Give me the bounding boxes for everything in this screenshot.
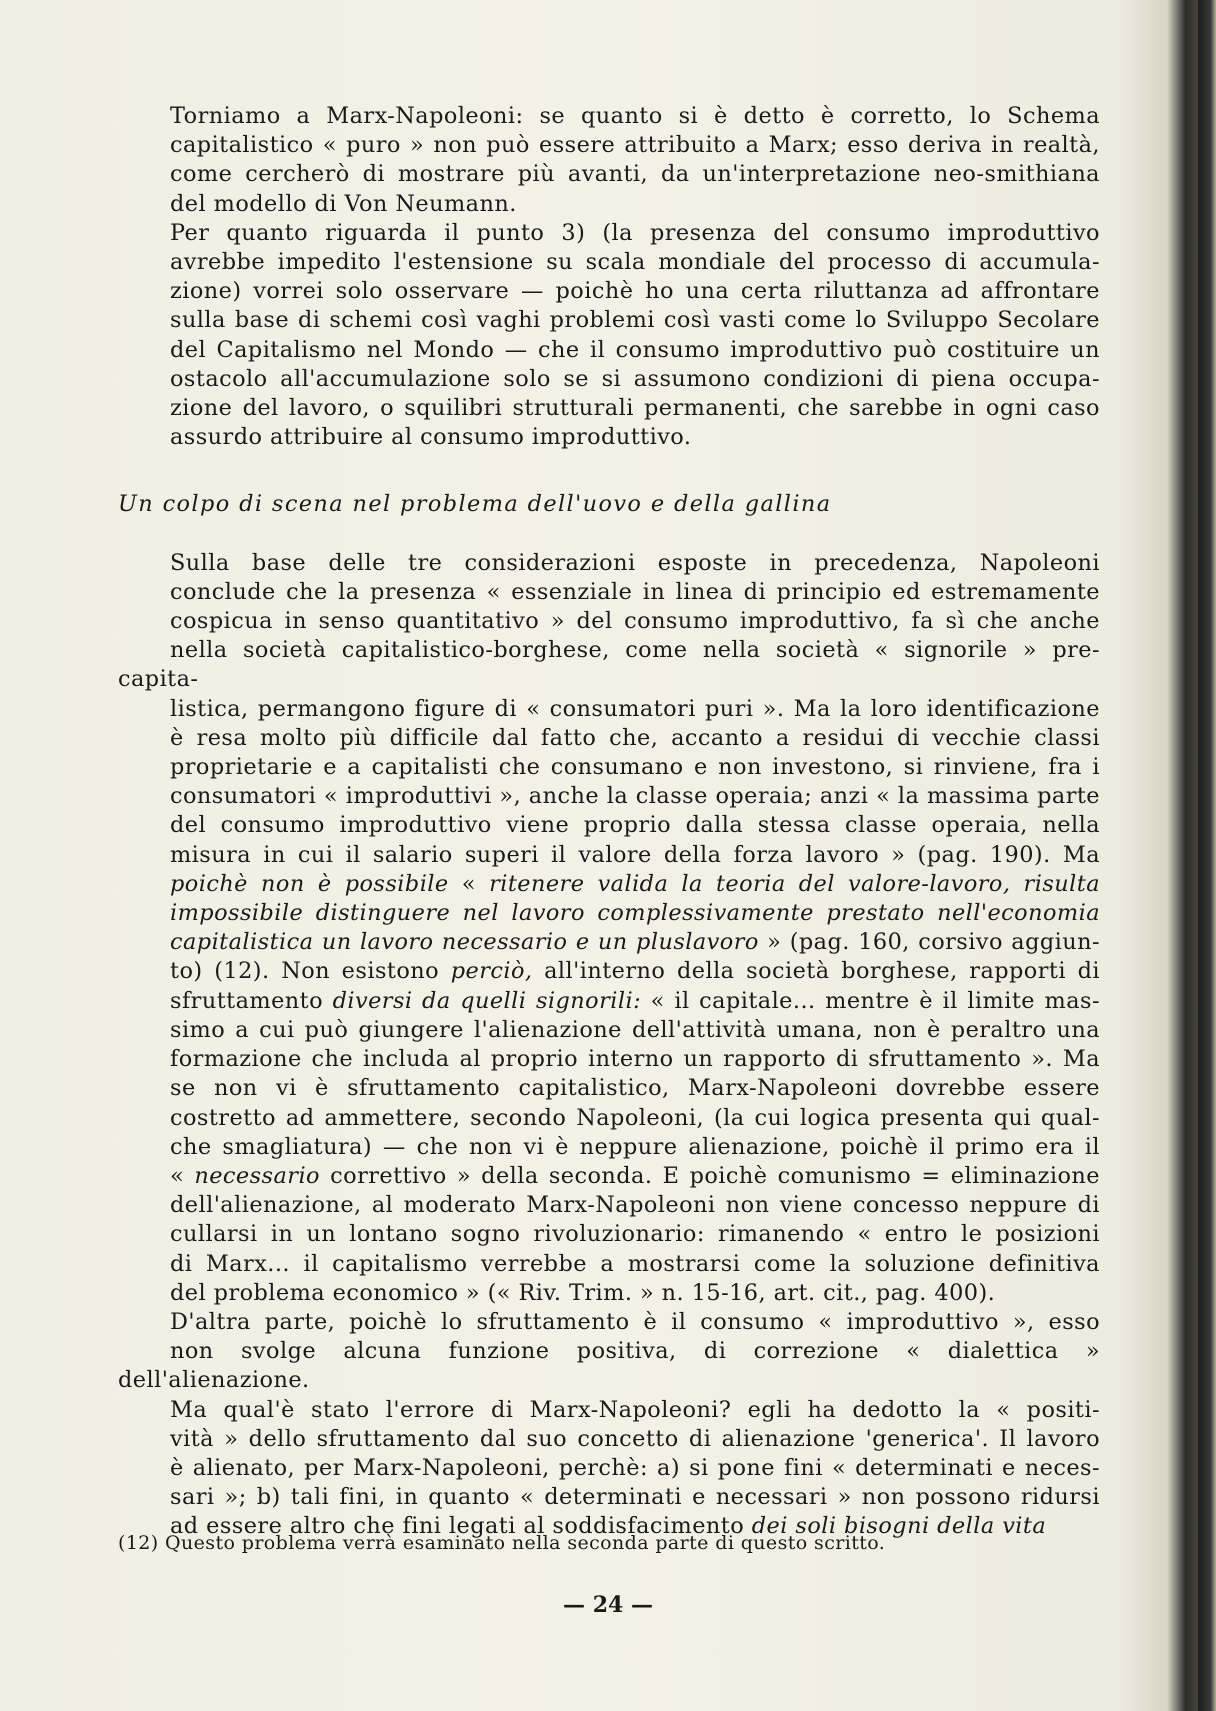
text-run: sari »; b) tali fini, in quanto « determinati e necessari » non possono ridursi (170, 1484, 1100, 1511)
italic-text: ritenere valida la teoria del valore-lavoro, risulta (489, 870, 1100, 897)
text-line: capitalistico « puro » non può essere attribuito a Marx; esso deriva in realtà, (170, 132, 1100, 159)
text-run: conclude che la presenza « essenziale in linea di principio ed estremamente (170, 578, 1100, 605)
text-line (118, 695, 1100, 724)
text-line (118, 1162, 1100, 1191)
text-line (118, 1396, 1100, 1425)
text-line (118, 1045, 1100, 1074)
text-run: formazione che includa al proprio interno un rapporto di sfruttamento ». Ma (170, 1046, 1100, 1073)
text-run: costretto ad ammettere, secondo Napoleoni, (la cui logica presenta qui qual- (170, 1104, 1100, 1131)
text-line (118, 753, 1100, 782)
text-run: misura in cui il salario superi il valore della forza lavoro » (pag. 190). Ma (170, 841, 1100, 868)
text-line: zione) vorrei solo osservare — poichè ho una certa riluttanza ad affrontare (170, 278, 1100, 305)
text-run: correttivo » della seconda. E poichè comunismo = eliminazione (319, 1162, 1101, 1189)
text-line (118, 987, 1100, 1016)
section-heading: Un colpo di scena nel problema dell'uovo e della gallina (118, 491, 832, 518)
footnote: (12) Questo problema verrà esaminato nella seconda parte di questo scritto. (118, 1532, 886, 1554)
text-line (118, 811, 1100, 840)
text-line (118, 607, 1100, 636)
page-number: — 24 — (563, 1592, 653, 1618)
paragraph-1 (118, 102, 1100, 219)
text-line (118, 782, 1100, 811)
text-line (118, 636, 1100, 694)
text-line (118, 1220, 1100, 1249)
italic-text: perciò, (450, 958, 533, 985)
text-line: ostacolo all'accumulazione solo se si assumono condizioni di piena occupa- (170, 365, 1100, 392)
text-line: Per quanto riguarda il punto 3) (la presenza del consumo improduttivo (170, 219, 1100, 246)
text-line (118, 870, 1100, 899)
text-run: del problema economico » (« Riv. Trim. » n. 15-16, art. cit., pag. 400). (170, 1279, 996, 1306)
text-line: come cercherò di mostrare più avanti, da un'interpretazione neo-smithiana (170, 161, 1100, 188)
text-line (118, 841, 1100, 870)
body-text (118, 102, 1100, 1542)
text-line: avrebbe impedito l'estensione su scala mondiale del processo di accumula- (170, 249, 1100, 276)
text-line: D'altra parte, poichè lo sfruttamento è il consumo « improduttivo », esso (170, 1308, 1100, 1335)
text-line (118, 549, 1100, 578)
text-run: « (170, 1162, 195, 1189)
text-line (118, 1454, 1100, 1483)
paragraph-5 (118, 1396, 1100, 1542)
text-run: simo a cui può giungere l'alienazione dell'attività umana, non è peraltro una (170, 1016, 1100, 1043)
text-run: è alienato, per Marx-Napoleoni, perchè: a) si pone fini « determinati e neces- (170, 1454, 1100, 1481)
text-run: listica, permangono figure di « consumatori puri ». Ma la loro identificazione (170, 695, 1100, 722)
text-line (118, 1191, 1100, 1220)
italic-text: necessario (194, 1162, 320, 1189)
paragraph-2 (118, 219, 1100, 453)
paragraph-3 (118, 549, 1100, 1308)
text-line (118, 1250, 1100, 1279)
italic-text: impossibile distinguere nel lavoro complessivamente prestato nell'economia (170, 900, 1100, 927)
text-line (118, 957, 1100, 986)
paragraph-4 (118, 1308, 1100, 1396)
text-line (118, 578, 1100, 607)
italic-text: diversi da quelli signorili: (332, 987, 642, 1014)
text-run: se non vi è sfruttamento capitalistico, Marx-Napoleoni dovrebbe essere (170, 1075, 1100, 1102)
text-line: del modello di Von Neumann. (170, 190, 517, 217)
text-line: assurdo attribuire al consumo improduttivo. (170, 424, 692, 451)
text-line (118, 1483, 1100, 1512)
text-line: del Capitalismo nel Mondo — che il consumo improduttivo può costituire un (170, 336, 1100, 363)
text-run: » (pag. 160, corsivo aggiun- (758, 929, 1100, 956)
text-run: cospicua in senso quantitativo » del consumo improduttivo, fa sì che anche (170, 608, 1100, 635)
text-run: dell'alienazione, al moderato Marx-Napoleoni non viene concesso neppure di (170, 1192, 1100, 1219)
text-run: ad essere altro che fini legati al soddisfacimento (170, 1513, 752, 1540)
text-run: « (448, 870, 490, 897)
text-run: Sulla base delle tre considerazioni esposte in precedenza, Napoleoni (170, 549, 1100, 576)
text-run: nella società capitalistico-borghese, come nella società « signorile » pre-capita- (118, 637, 1100, 693)
text-run: che smagliatura) — che non vi è neppure alienazione, poichè il primo era il (170, 1133, 1100, 1160)
text-run: consumatori « improduttivi », anche la classe operaia; anzi « la massima parte (170, 783, 1100, 810)
text-line (118, 1074, 1100, 1103)
text-line (118, 1279, 1100, 1308)
text-run: cullarsi in un lontano sogno rivoluzionario: rimanendo « entro le posizioni (170, 1221, 1100, 1248)
text-line: zione del lavoro, o squilibri strutturali permanenti, che sarebbe in ogni caso (170, 395, 1100, 422)
text-line: non svolge alcuna funzione positiva, di correzione « dialettica » dell'alienazione. (118, 1338, 1100, 1394)
text-line (118, 1016, 1100, 1045)
text-run: è resa molto più difficile dal fatto che, accanto a residui di vecchie classi (170, 724, 1100, 751)
text-run: « il capitale... mentre è il limite mas- (641, 987, 1100, 1014)
text-run: to) (12). Non esistono (170, 958, 451, 985)
text-run: di Marx... il capitalismo verrebbe a mostrarsi come la soluzione definitiva (170, 1250, 1100, 1277)
text-run: Ma qual'è stato l'errore di Marx-Napoleoni? egli ha dedotto la « positi- (170, 1396, 1100, 1423)
text-line (118, 1104, 1100, 1133)
italic-text: dei soli bisogni della vita (751, 1513, 1047, 1540)
text-line (118, 724, 1100, 753)
text-run: proprietarie e a capitalisti che consumano e non investono, si rinviene, fra i (170, 754, 1100, 781)
scan-edge-shadow (1198, 0, 1216, 1711)
text-line (118, 899, 1100, 928)
text-line: Torniamo a Marx-Napoleoni: se quanto si è detto è corretto, lo Schema (170, 103, 1100, 129)
text-run: vità » dello sfruttamento dal suo concetto di alienazione 'generica'. Il lavoro (170, 1425, 1100, 1452)
text-run: sfruttamento (170, 987, 333, 1014)
italic-text: poichè non è possibile (170, 870, 449, 897)
text-line (118, 1425, 1100, 1454)
text-line (118, 1133, 1100, 1162)
text-line: sulla base di schemi così vaghi problemi così vasti come lo Sviluppo Secolare (170, 307, 1100, 334)
italic-text: capitalistica un lavoro necessario e un pluslavoro (170, 929, 759, 956)
text-line (118, 928, 1100, 957)
text-run: all'interno della società borghese, rapporti di (532, 958, 1100, 985)
text-run: del consumo improduttivo viene proprio dalla stessa classe operaia, nella (170, 812, 1100, 839)
